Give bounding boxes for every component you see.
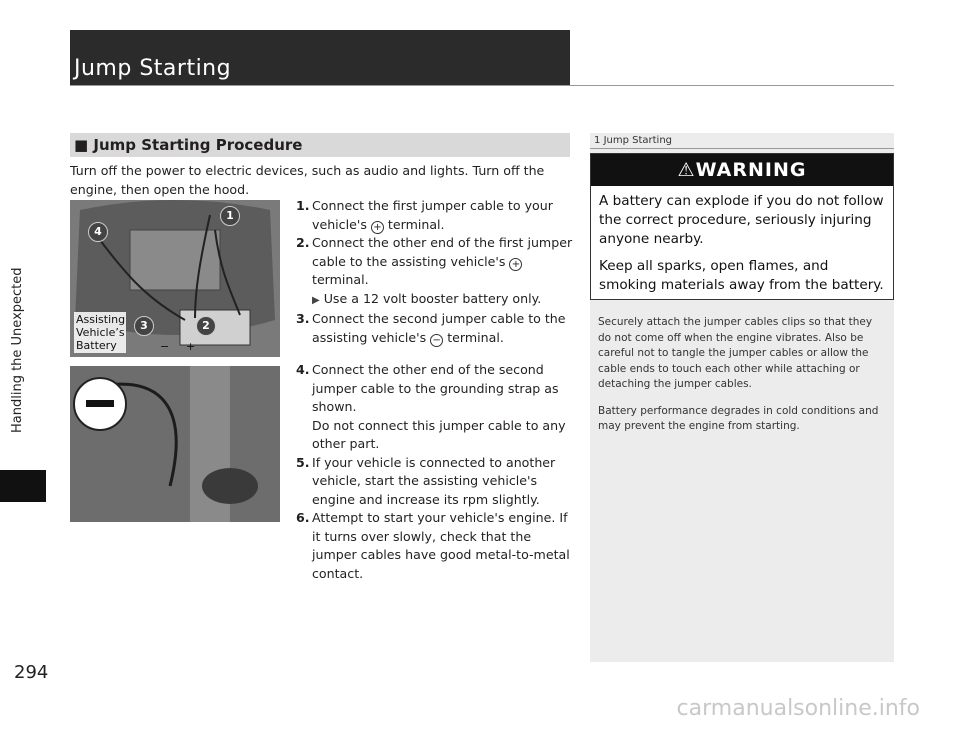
note-1: Securely attach the jumper cables clips so that they do not come off when the engine vibrates. Also be careful not to tangle the jumper cables or allow the cable ends to touch each other while attaching or detaching the jumper cables. — [598, 316, 873, 390]
step-2 — [296, 234, 576, 290]
step-6 — [296, 509, 576, 583]
step-3-text-end: terminal. — [447, 329, 504, 345]
step-4 — [296, 361, 576, 417]
step-1 — [296, 197, 576, 234]
ground-strap-figure — [70, 366, 280, 522]
step-5-text: If your vehicle is connected to another vehicle, start the assisting vehicle's engine and increase its rpm slightly. — [312, 454, 556, 507]
step-2-text: Connect the other end of the first jumper cable to the assisting vehicle's — [312, 235, 573, 269]
section-side-tab — [0, 0, 49, 742]
watermark-logo: carmanualsonline.info — [676, 696, 920, 721]
arrow-icon: ▶ — [312, 294, 320, 306]
step-5-number: 5. — [296, 454, 310, 470]
reference-title — [594, 135, 672, 146]
minus-terminal-icon: − — [430, 334, 443, 347]
warning-body — [591, 186, 893, 309]
plus-terminal-icon: + — [371, 221, 384, 234]
callout-badge-2: 2 — [196, 316, 216, 336]
step-2-note-text: Use a 12 volt booster battery only. — [323, 290, 542, 306]
step-3 — [296, 310, 576, 347]
title-divider — [70, 85, 894, 86]
assisting-battery-label: Assisting Vehicle’s Battery — [76, 313, 126, 352]
section-heading: ■ Jump Starting Procedure — [70, 133, 570, 157]
step-6-number: 6. — [296, 510, 310, 525]
page-number: 294 — [14, 662, 49, 683]
steps-4-6 — [296, 361, 576, 583]
step-6-text: Attempt to start your vehicle's engine. If it turns over slowly, check that the jumper cables have good metal-to-metal contact. — [312, 510, 570, 581]
reference-divider — [590, 148, 894, 149]
warning-title: WARNING — [695, 159, 807, 181]
step-2-note — [296, 290, 576, 311]
reference-panel — [590, 133, 894, 662]
warning-paragraph-1: A battery can explode if you do not follow the correct procedure, seriously injuring anyone nearby. — [599, 193, 884, 247]
intro-paragraph: Turn off the power to electric devices, such as audio and lights. Turn off the engine, then open the hood. — [70, 163, 545, 197]
reference-title-text: Jump Starting — [603, 135, 673, 146]
battery-minus-terminal: − — [160, 340, 170, 353]
step-2-number: 2. — [296, 235, 310, 250]
step-2-text-end: terminal. — [312, 272, 369, 287]
section-tab-marker — [0, 470, 46, 502]
step-1-text: Connect the first jumper cable to your vehicle's — [312, 198, 553, 232]
warning-paragraph-2: Keep all sparks, open flames, and smoking materials away from the battery. — [599, 258, 884, 293]
steps-1-3 — [296, 197, 576, 347]
callout-badge-4: 4 — [88, 222, 108, 242]
step-3-text: Connect the second jumper cable to the assisting vehicle's — [312, 311, 566, 345]
step-5 — [296, 454, 576, 510]
step-1-number: 1. — [296, 198, 310, 213]
warning-box — [590, 153, 894, 300]
step-4-text: Connect the other end of the second jumper cable to the grounding strap as shown. — [312, 362, 559, 414]
reference-notes — [598, 315, 888, 446]
battery-plus-terminal: + — [186, 340, 196, 353]
ground-strap-illustration — [70, 366, 280, 522]
section-heading-text: Jump Starting Procedure — [93, 136, 303, 154]
step-3-number: 3. — [296, 311, 310, 326]
warning-header — [591, 154, 893, 186]
title-banner — [70, 30, 570, 85]
page-title: Jump Starting — [74, 56, 232, 81]
step-4-subtext: Do not connect this jumper cable to any other part. — [312, 417, 566, 451]
warning-triangle-icon: ⚠ — [677, 159, 696, 181]
callout-badge-3: 3 — [134, 316, 154, 336]
reference-icon: 1 — [594, 135, 601, 146]
note-2: Battery performance degrades in cold conditions and may prevent the engine from starting. — [598, 404, 879, 432]
engine-bay-figure — [70, 200, 280, 357]
step-1-text-end: terminal. — [387, 216, 445, 232]
step-4-number: 4. — [296, 362, 310, 377]
plus-terminal-icon: + — [509, 258, 522, 271]
callout-badge-1: 1 — [220, 206, 240, 226]
section-label: Handling the Unexpected — [10, 267, 25, 433]
